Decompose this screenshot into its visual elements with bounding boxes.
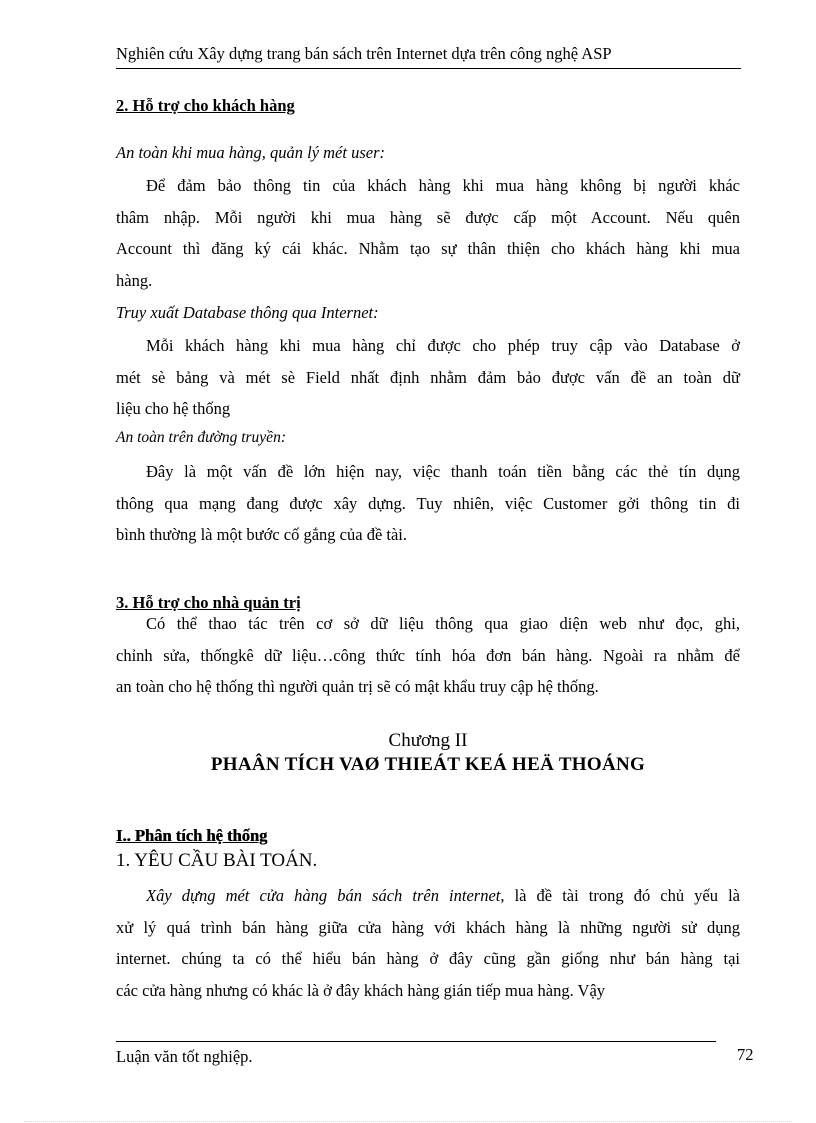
italic-phrase: Xây dựng mét cửa hàng bán sách trên internet: [146, 886, 501, 905]
chapter-title: PHAÂN TÍCH VAØ THIEÁT KEÁ HEÄ THOÁNG: [210, 754, 646, 775]
text-line: mét sè bảng và mét sè Field nhất định nhằm đảm bảo được vấn đề an toàn dữ: [116, 367, 740, 387]
footer-thesis-label: Luận văn tốt nghiệp.: [116, 1047, 253, 1066]
footer-rule: [116, 1041, 716, 1042]
text-line: thông qua mạng đang được xây dựng. Tuy nhiên, việc Customer gởi thông tin đi: [116, 493, 740, 513]
subheading-transmission-safety: An toàn trên đường truyền:: [116, 429, 286, 446]
section-2-heading: 2. Hỗ trợ cho khách hàng: [116, 96, 295, 115]
page-number: 72: [737, 1045, 754, 1064]
paragraph-transmission-safety: [116, 456, 740, 551]
part-1-heading: I.. Phân tích hệ thống: [116, 826, 268, 845]
page-header: Nghiên cứu Xây dựng trang bán sách trên Internet dựa trên công nghệ ASP: [116, 44, 612, 63]
text-line: [116, 880, 740, 912]
text-line: bình thường là một bước cố gắng của đề tài.: [116, 525, 408, 544]
text-line: Account thì đăng ký cái khác. Nhằm tạo sự thân thiện cho khách hàng khi mua: [116, 239, 740, 258]
text-line: chỉnh sửa, thốngkê dữ liệu…công thức tính hóa đơn bán hàng. Ngoài ra nhằm để: [116, 645, 740, 665]
text-line: xử lý quá trình bán hàng giữa cửa hàng với khách hàng là những người sử dụng: [116, 917, 740, 937]
text-line: Để đảm bảo thông tin của khách hàng khi mua hàng không bị người khác: [146, 176, 740, 195]
text-line: liệu cho hệ thống: [116, 399, 231, 418]
page-edge-divider: [24, 1121, 792, 1122]
paragraph-admin-support: [116, 608, 740, 703]
paragraph-database-access: [116, 330, 740, 425]
requirements-heading: 1. YÊU CẦU BÀI TOÁN.: [116, 850, 318, 871]
text-line: Có thể thao tác trên cơ sở dữ liệu thông qua giao diện web như đọc, ghi,: [146, 614, 740, 633]
section-3-heading: 3. Hỗ trợ cho nhà quản trị: [116, 593, 301, 612]
text-line: Mỗi khách hàng khi mua hàng chỉ được cho phép truy cập vào Database ở: [146, 336, 740, 355]
text-line: hàng.: [116, 270, 153, 290]
subheading-database-access: Truy xuất Database thông qua Internet:: [116, 303, 379, 322]
text-line: internet. chúng ta có thể hiểu bán hàng ở đây cũng gần giống như bán hàng tại: [116, 949, 740, 968]
text-run: , là đề tài trong đó chủ yếu là: [500, 886, 740, 905]
paragraph-safe-purchase: [116, 170, 740, 296]
text-line: Đây là một vấn đề lớn hiện nay, việc thanh toán tiền bằng các thẻ tín dụng: [146, 462, 740, 481]
chapter-label: Chương II: [388, 730, 468, 751]
text-line: các cửa hàng nhưng có khác là ở đây khách hàng gián tiếp mua hàng. Vậy: [116, 980, 606, 1000]
subheading-safe-purchase: An toàn khi mua hàng, quản lý mét user:: [116, 143, 386, 162]
text-line: an toàn cho hệ thống thì người quản trị sẽ có mật khẩu truy cập hệ thống.: [116, 677, 599, 696]
text-line: thâm nhập. Mỗi người khi mua hàng sẽ được cấp một Account. Nếu quên: [116, 207, 740, 227]
paragraph-requirements: [116, 880, 740, 1006]
header-rule: [116, 68, 741, 69]
